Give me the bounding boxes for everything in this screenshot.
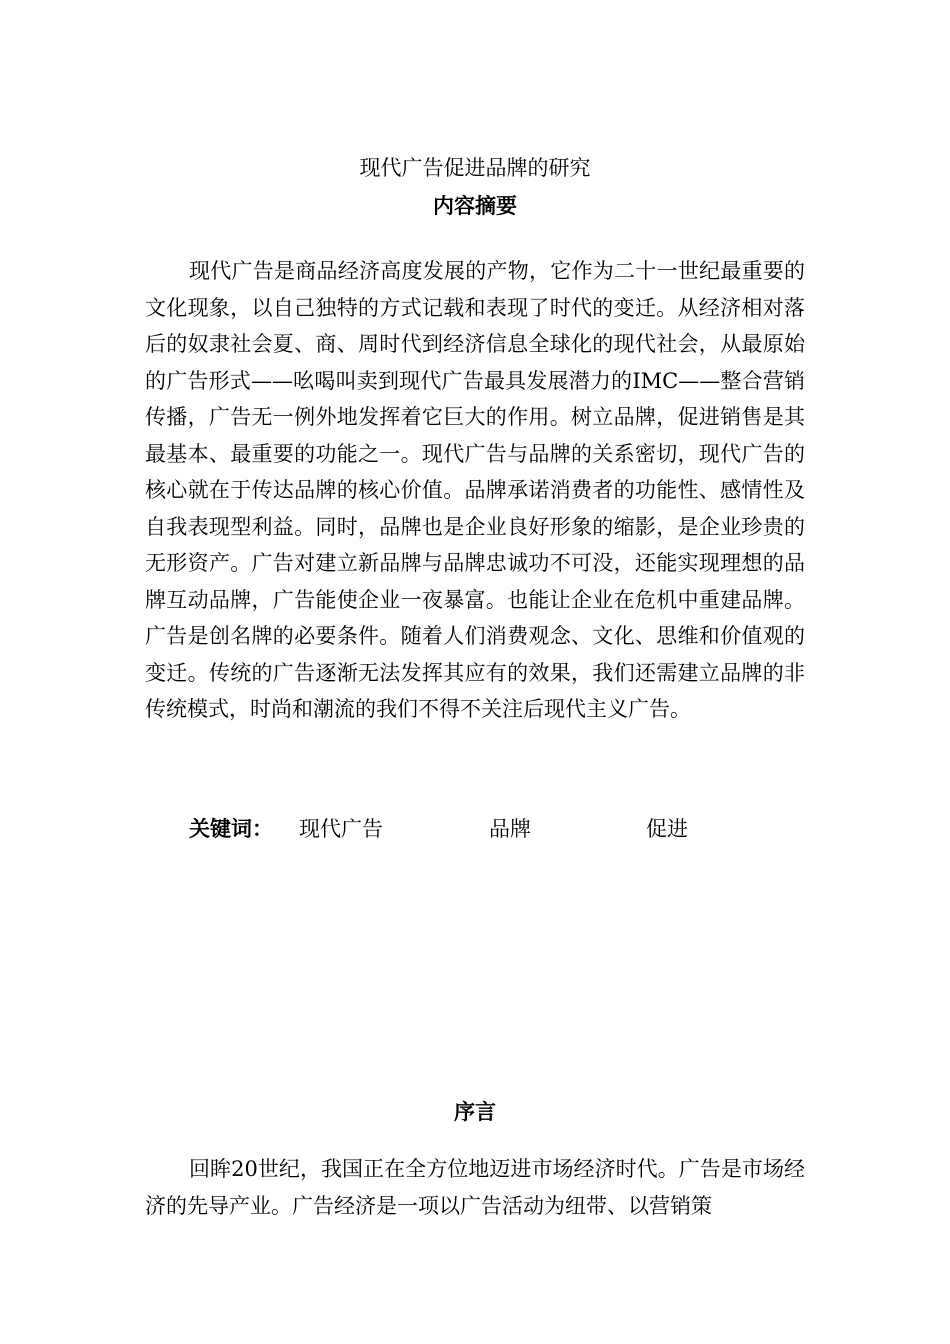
keyword-item: 现代广告 (299, 817, 383, 841)
preface-paragraph: 回眸20世纪，我国正在全方位地迈进市场经济时代。广告是市场经济的先导产业。广告经济是一项以广告活动为纽带、以营销策 (145, 1157, 805, 1218)
abstract-paragraph: 现代广告是商品经济高度发展的产物，它作为二十一世纪最重要的文化现象，以自己独特的方式记载和表现了时代的变迁。从经济相对落后的奴隶社会夏、商、周时代到经济信息全球化的现代社会，从最原始的广告形式——吆喝叫卖到现代广告最具发展潜力的IMC——整合营销传播，广告无一例外地发挥着它巨大的作用。树立品牌，促进销售是其最基本、最重要的功能之一。现代广告与品牌的关系密切，现代广告的核心就在于传达品牌的核心价值。品牌承诺消费者的功能性、感情性及自我表现型利益。同时，品牌也是企业良好形象的缩影，是企业珍贵的无形资产。广告对建立新品牌与品牌忠诚功不可没，还能实现理想的品牌互动品牌，广告能使企业一夜暴富。也能让企业在危机中重建品牌。广告是创名牌的必要条件。随着人们消费观念、文化、思维和价值观的变迁。传统的广告逐渐无法发挥其应有的效果，我们还需建立品牌的非传统模式，时尚和潮流的我们不得不关注后现代主义广告。 (145, 259, 805, 721)
keyword-item: 促进 (646, 817, 688, 841)
keywords-label: 关键词： (189, 817, 273, 841)
document-title: 现代广告促进品牌的研究 (359, 156, 591, 180)
abstract-heading: 内容摘要 (433, 194, 517, 218)
keyword-item: 品牌 (489, 817, 531, 841)
keywords-line (189, 813, 789, 845)
preface-heading: 序言 (454, 1100, 496, 1124)
